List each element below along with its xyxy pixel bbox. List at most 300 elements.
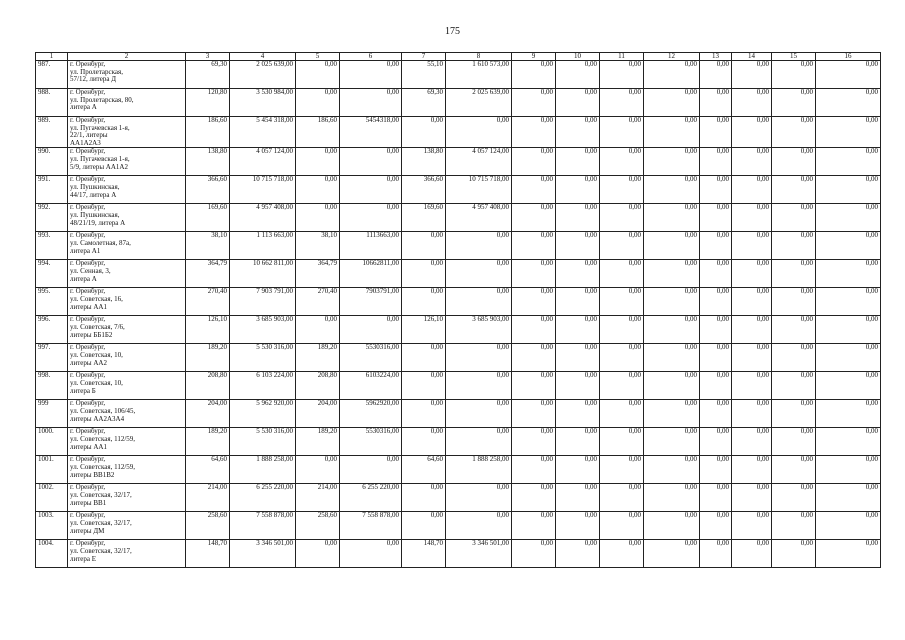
- value-cell: 0,00: [556, 484, 600, 512]
- value-cell: 0,00: [772, 232, 816, 260]
- value-cell: 0,00: [732, 260, 772, 288]
- value-cell: 5530316,00: [340, 428, 402, 456]
- address-cell: [68, 288, 186, 316]
- table-row: [36, 117, 881, 148]
- address-line: ул. Пролетарская,: [70, 67, 123, 76]
- value-cell: 258,60: [296, 512, 340, 540]
- value-cell: 0,00: [600, 428, 644, 456]
- address-line: г. Оренбург,: [70, 116, 106, 124]
- value-cell: 0,00: [512, 400, 556, 428]
- value-cell: 0,00: [816, 148, 881, 176]
- value-cell: 169,60: [402, 204, 446, 232]
- value-cell: 0,00: [644, 61, 700, 89]
- value-cell: 6 103 224,00: [230, 372, 296, 400]
- table-body: [36, 61, 881, 568]
- value-cell: 0,00: [772, 260, 816, 288]
- table-row: [36, 372, 881, 400]
- row-number-cell: 1003.: [36, 512, 68, 540]
- address-line: г. Оренбург,: [70, 147, 106, 156]
- value-cell: 0,00: [772, 456, 816, 484]
- value-cell: 0,00: [700, 232, 732, 260]
- value-cell: 0,00: [556, 540, 600, 568]
- table-row: [36, 512, 881, 540]
- value-cell: 0,00: [600, 148, 644, 176]
- address-line: литера А: [70, 103, 97, 112]
- row-number-cell: 1004.: [36, 540, 68, 568]
- value-cell: 0,00: [556, 117, 600, 148]
- value-cell: 0,00: [600, 512, 644, 540]
- address-line: г. Оренбург,: [70, 427, 106, 436]
- value-cell: 0,00: [402, 117, 446, 148]
- value-cell: 0,00: [296, 148, 340, 176]
- value-cell: 0,00: [732, 316, 772, 344]
- value-cell: 5454318,00: [340, 117, 402, 148]
- address-line: ул. Советская, 7/6,: [70, 322, 125, 331]
- address-line: г. Оренбург,: [70, 343, 106, 352]
- value-cell: 0,00: [732, 148, 772, 176]
- value-cell: 0,00: [732, 61, 772, 89]
- table-row: [36, 540, 881, 568]
- value-cell: 0,00: [340, 204, 402, 232]
- value-cell: 0,00: [816, 288, 881, 316]
- address-line: литеры ББ1Б2: [70, 330, 113, 339]
- address-line: ул. Советская, 32/17,: [70, 490, 132, 499]
- value-cell: 0,00: [644, 428, 700, 456]
- value-cell: 0,00: [600, 176, 644, 204]
- address-line: г. Оренбург,: [70, 203, 106, 212]
- column-header: 9: [512, 53, 556, 61]
- value-cell: 6 255 220,00: [340, 484, 402, 512]
- value-cell: 7 558 878,00: [230, 512, 296, 540]
- value-cell: 10 715 718,00: [230, 176, 296, 204]
- value-cell: 0,00: [700, 148, 732, 176]
- value-cell: 148,70: [186, 540, 230, 568]
- value-cell: 0,00: [700, 117, 732, 148]
- value-cell: 270,40: [186, 288, 230, 316]
- column-header: 13: [700, 53, 732, 61]
- value-cell: 0,00: [600, 484, 644, 512]
- value-cell: 5530316,00: [340, 344, 402, 372]
- address-cell: [68, 204, 186, 232]
- value-cell: 4 957 408,00: [230, 204, 296, 232]
- value-cell: 0,00: [340, 316, 402, 344]
- address-line: литеры ВВ1: [70, 498, 107, 507]
- row-number-cell: 1002.: [36, 484, 68, 512]
- value-cell: 0,00: [816, 540, 881, 568]
- value-cell: 0,00: [772, 117, 816, 148]
- value-cell: 0,00: [556, 344, 600, 372]
- address-line: литеры АА2А3А4: [70, 414, 125, 423]
- value-cell: 1 888 258,00: [446, 456, 512, 484]
- value-cell: 0,00: [816, 456, 881, 484]
- value-cell: 0,00: [700, 344, 732, 372]
- address-cell: [68, 428, 186, 456]
- address-cell: [68, 400, 186, 428]
- value-cell: 0,00: [512, 232, 556, 260]
- value-cell: 0,00: [402, 344, 446, 372]
- value-cell: 5 530 316,00: [230, 344, 296, 372]
- column-header: 2: [68, 53, 186, 61]
- value-cell: 0,00: [340, 176, 402, 204]
- value-cell: 0,00: [816, 428, 881, 456]
- value-cell: 0,00: [644, 89, 700, 117]
- value-cell: 7903791,00: [340, 288, 402, 316]
- value-cell: 0,00: [296, 316, 340, 344]
- header-row: [36, 53, 881, 61]
- value-cell: 0,00: [556, 204, 600, 232]
- value-cell: 0,00: [402, 484, 446, 512]
- value-cell: 0,00: [644, 260, 700, 288]
- value-cell: 0,00: [402, 372, 446, 400]
- address-line: литера А: [70, 274, 97, 283]
- value-cell: 0,00: [772, 344, 816, 372]
- value-cell: 1113663,00: [340, 232, 402, 260]
- value-cell: 0,00: [402, 260, 446, 288]
- value-cell: 0,00: [296, 176, 340, 204]
- value-cell: 0,00: [556, 89, 600, 117]
- address-line: ул. Советская, 106/45,: [70, 406, 136, 415]
- value-cell: 0,00: [644, 512, 700, 540]
- value-cell: 69,30: [186, 61, 230, 89]
- value-cell: 0,00: [644, 372, 700, 400]
- value-cell: 0,00: [600, 344, 644, 372]
- value-cell: 0,00: [512, 61, 556, 89]
- row-number-cell: 987.: [36, 61, 68, 89]
- table-row: [36, 316, 881, 344]
- value-cell: 0,00: [446, 288, 512, 316]
- value-cell: 0,00: [644, 540, 700, 568]
- row-number-cell: 994.: [36, 260, 68, 288]
- address-line: г. Оренбург,: [70, 511, 106, 520]
- address-cell: [68, 484, 186, 512]
- value-cell: 0,00: [296, 61, 340, 89]
- value-cell: 0,00: [556, 288, 600, 316]
- row-number-cell: 995.: [36, 288, 68, 316]
- column-header: 8: [446, 53, 512, 61]
- address-line: ул. Пугачевская 1-я,: [70, 154, 130, 163]
- value-cell: 0,00: [772, 316, 816, 344]
- value-cell: 0,00: [732, 372, 772, 400]
- value-cell: 0,00: [816, 484, 881, 512]
- column-header: 6: [340, 53, 402, 61]
- column-header: 5: [296, 53, 340, 61]
- column-header: 1: [36, 53, 68, 61]
- value-cell: 189,20: [296, 344, 340, 372]
- value-cell: 0,00: [772, 288, 816, 316]
- address-line: 22/1, литеры: [70, 131, 108, 140]
- value-cell: 0,00: [700, 428, 732, 456]
- table-row: [36, 400, 881, 428]
- value-cell: 208,80: [296, 372, 340, 400]
- value-cell: 0,00: [600, 117, 644, 148]
- value-cell: 0,00: [700, 372, 732, 400]
- value-cell: 0,00: [816, 512, 881, 540]
- table-row: [36, 344, 881, 372]
- value-cell: 189,20: [296, 428, 340, 456]
- value-cell: 0,00: [732, 484, 772, 512]
- value-cell: 0,00: [556, 176, 600, 204]
- value-cell: 0,00: [556, 232, 600, 260]
- value-cell: 0,00: [446, 117, 512, 148]
- address-line: литеры АА1: [70, 302, 107, 311]
- address-line: ул. Советская, 16,: [70, 294, 123, 303]
- value-cell: 364,79: [186, 260, 230, 288]
- value-cell: 0,00: [556, 148, 600, 176]
- value-cell: 0,00: [446, 232, 512, 260]
- value-cell: 204,00: [296, 400, 340, 428]
- value-cell: 0,00: [816, 204, 881, 232]
- value-cell: 64,60: [402, 456, 446, 484]
- value-cell: 0,00: [402, 428, 446, 456]
- column-header: 12: [644, 53, 700, 61]
- value-cell: 148,70: [402, 540, 446, 568]
- address-line: ул. Советская, 32/17,: [70, 546, 132, 555]
- value-cell: 0,00: [446, 372, 512, 400]
- value-cell: 0,00: [556, 512, 600, 540]
- value-cell: 0,00: [402, 232, 446, 260]
- value-cell: 0,00: [816, 61, 881, 89]
- value-cell: 0,00: [600, 288, 644, 316]
- value-cell: 2 025 639,00: [446, 89, 512, 117]
- value-cell: 270,40: [296, 288, 340, 316]
- value-cell: 5 962 920,00: [230, 400, 296, 428]
- address-line: г. Оренбург,: [70, 371, 106, 380]
- value-cell: 38,10: [186, 232, 230, 260]
- address-line: 5/9, литеры АА1А2: [70, 162, 128, 171]
- address-line: г. Оренбург,: [70, 88, 106, 96]
- value-cell: 0,00: [600, 61, 644, 89]
- value-cell: 0,00: [512, 117, 556, 148]
- row-number-cell: 992.: [36, 204, 68, 232]
- column-header: 15: [772, 53, 816, 61]
- value-cell: 0,00: [556, 428, 600, 456]
- row-number-cell: 996.: [36, 316, 68, 344]
- address-cell: [68, 316, 186, 344]
- value-cell: 0,00: [296, 204, 340, 232]
- value-cell: 0,00: [816, 400, 881, 428]
- value-cell: 0,00: [600, 400, 644, 428]
- value-cell: 189,20: [186, 428, 230, 456]
- value-cell: 0,00: [700, 540, 732, 568]
- row-number-cell: 1001.: [36, 456, 68, 484]
- value-cell: 0,00: [556, 456, 600, 484]
- value-cell: 0,00: [512, 484, 556, 512]
- value-cell: 0,00: [700, 288, 732, 316]
- value-cell: 0,00: [600, 456, 644, 484]
- data-table: [35, 52, 881, 568]
- value-cell: 5 530 316,00: [230, 428, 296, 456]
- address-line: г. Оренбург,: [70, 287, 106, 296]
- address-line: ул. Самолетная, 87а,: [70, 238, 131, 247]
- value-cell: 0,00: [732, 288, 772, 316]
- value-cell: 55,10: [402, 61, 446, 89]
- address-cell: [68, 176, 186, 204]
- value-cell: 0,00: [732, 232, 772, 260]
- value-cell: 0,00: [772, 372, 816, 400]
- value-cell: 0,00: [600, 89, 644, 117]
- value-cell: 0,00: [772, 484, 816, 512]
- value-cell: 0,00: [340, 148, 402, 176]
- value-cell: 0,00: [512, 344, 556, 372]
- value-cell: 126,10: [186, 316, 230, 344]
- address-line: литеры ВВ1В2: [70, 470, 115, 479]
- value-cell: 138,80: [186, 148, 230, 176]
- value-cell: 1 888 258,00: [230, 456, 296, 484]
- value-cell: 0,00: [600, 540, 644, 568]
- value-cell: 1 610 573,00: [446, 61, 512, 89]
- value-cell: 0,00: [700, 61, 732, 89]
- value-cell: 5962920,00: [340, 400, 402, 428]
- value-cell: 6 255 220,00: [230, 484, 296, 512]
- value-cell: 2 025 639,00: [230, 61, 296, 89]
- value-cell: 4 057 124,00: [446, 148, 512, 176]
- value-cell: 7 558 878,00: [340, 512, 402, 540]
- value-cell: 0,00: [402, 512, 446, 540]
- table-row: [36, 288, 881, 316]
- value-cell: 0,00: [816, 232, 881, 260]
- value-cell: 0,00: [644, 484, 700, 512]
- value-cell: 0,00: [644, 316, 700, 344]
- value-cell: 6103224,00: [340, 372, 402, 400]
- value-cell: 0,00: [816, 260, 881, 288]
- address-line: ул. Советская, 10,: [70, 350, 123, 359]
- row-number-cell: 1000.: [36, 428, 68, 456]
- value-cell: 0,00: [772, 512, 816, 540]
- value-cell: 0,00: [700, 176, 732, 204]
- address-cell: [68, 61, 186, 89]
- value-cell: 0,00: [732, 400, 772, 428]
- value-cell: 0,00: [556, 316, 600, 344]
- value-cell: 0,00: [816, 117, 881, 148]
- value-cell: 0,00: [816, 176, 881, 204]
- value-cell: 0,00: [446, 344, 512, 372]
- value-cell: 0,00: [644, 344, 700, 372]
- value-cell: 0,00: [446, 400, 512, 428]
- value-cell: 0,00: [340, 61, 402, 89]
- address-line: литеры АА1: [70, 442, 107, 451]
- column-header: 10: [556, 53, 600, 61]
- page-number: 175: [445, 26, 460, 37]
- table-row: [36, 204, 881, 232]
- column-header: 4: [230, 53, 296, 61]
- value-cell: 4 957 408,00: [446, 204, 512, 232]
- value-cell: 0,00: [512, 512, 556, 540]
- address-line: АА1А2А3: [70, 138, 101, 147]
- address-line: г. Оренбург,: [70, 175, 106, 184]
- value-cell: 204,00: [186, 400, 230, 428]
- address-line: ул. Пушкинская,: [70, 182, 120, 191]
- value-cell: 0,00: [600, 260, 644, 288]
- value-cell: 3 685 903,00: [230, 316, 296, 344]
- address-line: г. Оренбург,: [70, 315, 106, 324]
- value-cell: 0,00: [296, 89, 340, 117]
- address-line: г. Оренбург,: [70, 60, 106, 68]
- value-cell: 0,00: [600, 204, 644, 232]
- value-cell: 0,00: [700, 400, 732, 428]
- value-cell: 10 715 718,00: [446, 176, 512, 204]
- address-line: г. Оренбург,: [70, 483, 106, 492]
- address-line: ул. Пугачевская 1-я,: [70, 123, 130, 132]
- address-line: г. Оренбург,: [70, 539, 106, 548]
- table-row: [36, 176, 881, 204]
- address-line: ул. Пушкинская,: [70, 210, 120, 219]
- address-cell: [68, 344, 186, 372]
- address-cell: [68, 117, 186, 148]
- value-cell: 0,00: [446, 260, 512, 288]
- row-number-cell: 991.: [36, 176, 68, 204]
- value-cell: 0,00: [296, 540, 340, 568]
- value-cell: 366,60: [402, 176, 446, 204]
- value-cell: 0,00: [644, 400, 700, 428]
- value-cell: 0,00: [732, 540, 772, 568]
- value-cell: 3 530 984,00: [230, 89, 296, 117]
- value-cell: 5 454 318,00: [230, 117, 296, 148]
- table-row: [36, 148, 881, 176]
- address-line: г. Оренбург,: [70, 231, 106, 240]
- table-row: [36, 484, 881, 512]
- value-cell: 364,79: [296, 260, 340, 288]
- address-line: 44/17, литера А: [70, 190, 117, 199]
- row-number-cell: 990.: [36, 148, 68, 176]
- value-cell: 0,00: [772, 204, 816, 232]
- value-cell: 0,00: [700, 204, 732, 232]
- value-cell: 0,00: [732, 428, 772, 456]
- value-cell: 0,00: [296, 456, 340, 484]
- address-cell: [68, 456, 186, 484]
- address-cell: [68, 540, 186, 568]
- value-cell: 208,80: [186, 372, 230, 400]
- value-cell: 366,60: [186, 176, 230, 204]
- value-cell: 0,00: [816, 89, 881, 117]
- value-cell: 7 903 791,00: [230, 288, 296, 316]
- value-cell: 258,60: [186, 512, 230, 540]
- value-cell: 0,00: [644, 176, 700, 204]
- value-cell: 0,00: [772, 148, 816, 176]
- address-line: литеры АА2: [70, 358, 107, 367]
- value-cell: 0,00: [512, 260, 556, 288]
- value-cell: 120,80: [186, 89, 230, 117]
- value-cell: 64,60: [186, 456, 230, 484]
- value-cell: 0,00: [644, 117, 700, 148]
- value-cell: 0,00: [512, 316, 556, 344]
- column-header: 3: [186, 53, 230, 61]
- value-cell: 3 685 903,00: [446, 316, 512, 344]
- value-cell: 38,10: [296, 232, 340, 260]
- value-cell: 0,00: [512, 204, 556, 232]
- row-number-cell: 993.: [36, 232, 68, 260]
- value-cell: 0,00: [644, 456, 700, 484]
- value-cell: 0,00: [732, 176, 772, 204]
- value-cell: 0,00: [816, 344, 881, 372]
- value-cell: 0,00: [644, 204, 700, 232]
- table-row: [36, 232, 881, 260]
- address-line: ул. Пролетарская, 80,: [70, 95, 134, 104]
- address-cell: [68, 512, 186, 540]
- address-line: ул. Советская, 10,: [70, 378, 123, 387]
- value-cell: 0,00: [512, 288, 556, 316]
- table-row: [36, 89, 881, 117]
- value-cell: 0,00: [644, 288, 700, 316]
- value-cell: 69,30: [402, 89, 446, 117]
- value-cell: 0,00: [402, 288, 446, 316]
- value-cell: 0,00: [772, 89, 816, 117]
- value-cell: 0,00: [446, 484, 512, 512]
- value-cell: 0,00: [700, 512, 732, 540]
- value-cell: 0,00: [700, 316, 732, 344]
- value-cell: 186,60: [186, 117, 230, 148]
- value-cell: 214,00: [186, 484, 230, 512]
- value-cell: 3 346 501,00: [230, 540, 296, 568]
